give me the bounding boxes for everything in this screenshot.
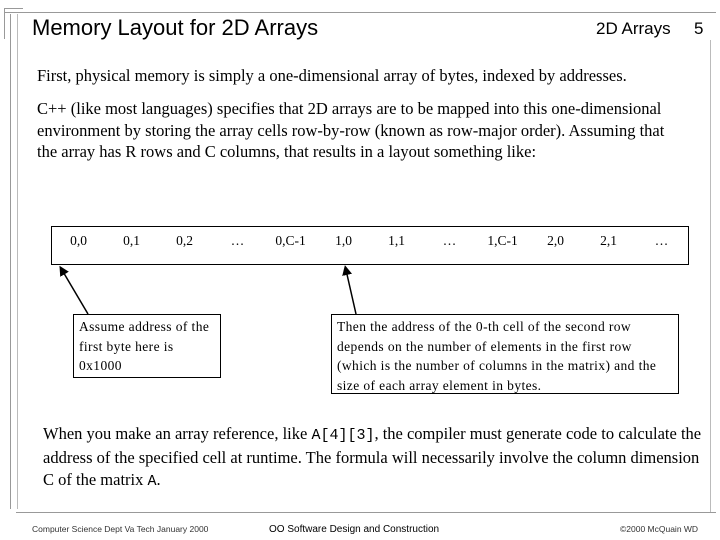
memory-cell: 0,0 (70, 233, 87, 248)
slide-frame-right-rule (710, 40, 711, 512)
para3-text-end: . (156, 470, 161, 489)
memory-cell: … (654, 233, 669, 248)
para3-text-middle: , the compiler must generate code to calculate the address of the specified cell at runtime. The formula will necessarily involve the column dimension C of the matrix (43, 424, 702, 489)
memory-cell: 0,2 (176, 233, 193, 248)
slide-frame-top-rule (4, 12, 716, 13)
memory-cell: 1,0 (335, 233, 352, 248)
callout-second-row-address: Then the address of the 0-th cell of the second row depends on the number of elements in the first row (which is the number of columns in the matrix) and the size of each array element in bytes. (331, 314, 679, 394)
paragraph-row-major: C++ (like most languages) specifies that 2D arrays are to be mapped into this one-dimensional environment by storing the array cells row-by-row (known as row-major order). Assuming that the array has R rows and C columns, that results in a layout something like: (37, 99, 665, 161)
memory-cell: 1,1 (388, 233, 405, 248)
footer-right: ©2000 McQuain WD (620, 524, 699, 534)
memory-cell: 2,0 (547, 233, 564, 248)
footer-left: Computer Science Dept Va Tech January 2000 (32, 524, 209, 534)
footer-center: OO Software Design and Construction (269, 524, 440, 535)
arrow-to-first-cell (62, 270, 88, 314)
code-matrix-name: A (147, 473, 157, 490)
memory-cell: 1,C-1 (487, 233, 518, 248)
memory-cell: … (442, 233, 457, 248)
section-label: 2D Arrays (596, 19, 671, 38)
memory-cell: 2,1 (600, 233, 617, 248)
memory-layout-row (51, 226, 689, 265)
para3-text-start: When you make an array reference, like (43, 424, 312, 443)
slide-frame-bottom-rule (16, 512, 716, 513)
arrow-to-second-row-cell (346, 270, 356, 314)
paragraph-array-reference (43, 423, 708, 493)
slide-title: Memory Layout for 2D Arrays (32, 15, 319, 40)
slide-frame-left-bar (10, 14, 18, 509)
callout-first-byte-address: Assume address of the first byte here is 0x1000 (73, 314, 221, 378)
memory-cell: … (230, 233, 245, 248)
memory-cell: 0,C-1 (275, 233, 306, 248)
memory-cell: 0,1 (123, 233, 140, 248)
paragraph-physical-memory: First, physical memory is simply a one-dimensional array of bytes, indexed by addresses. (37, 66, 627, 85)
code-array-reference: A[4][3] (311, 427, 375, 444)
slide-number: 5 (694, 19, 704, 38)
